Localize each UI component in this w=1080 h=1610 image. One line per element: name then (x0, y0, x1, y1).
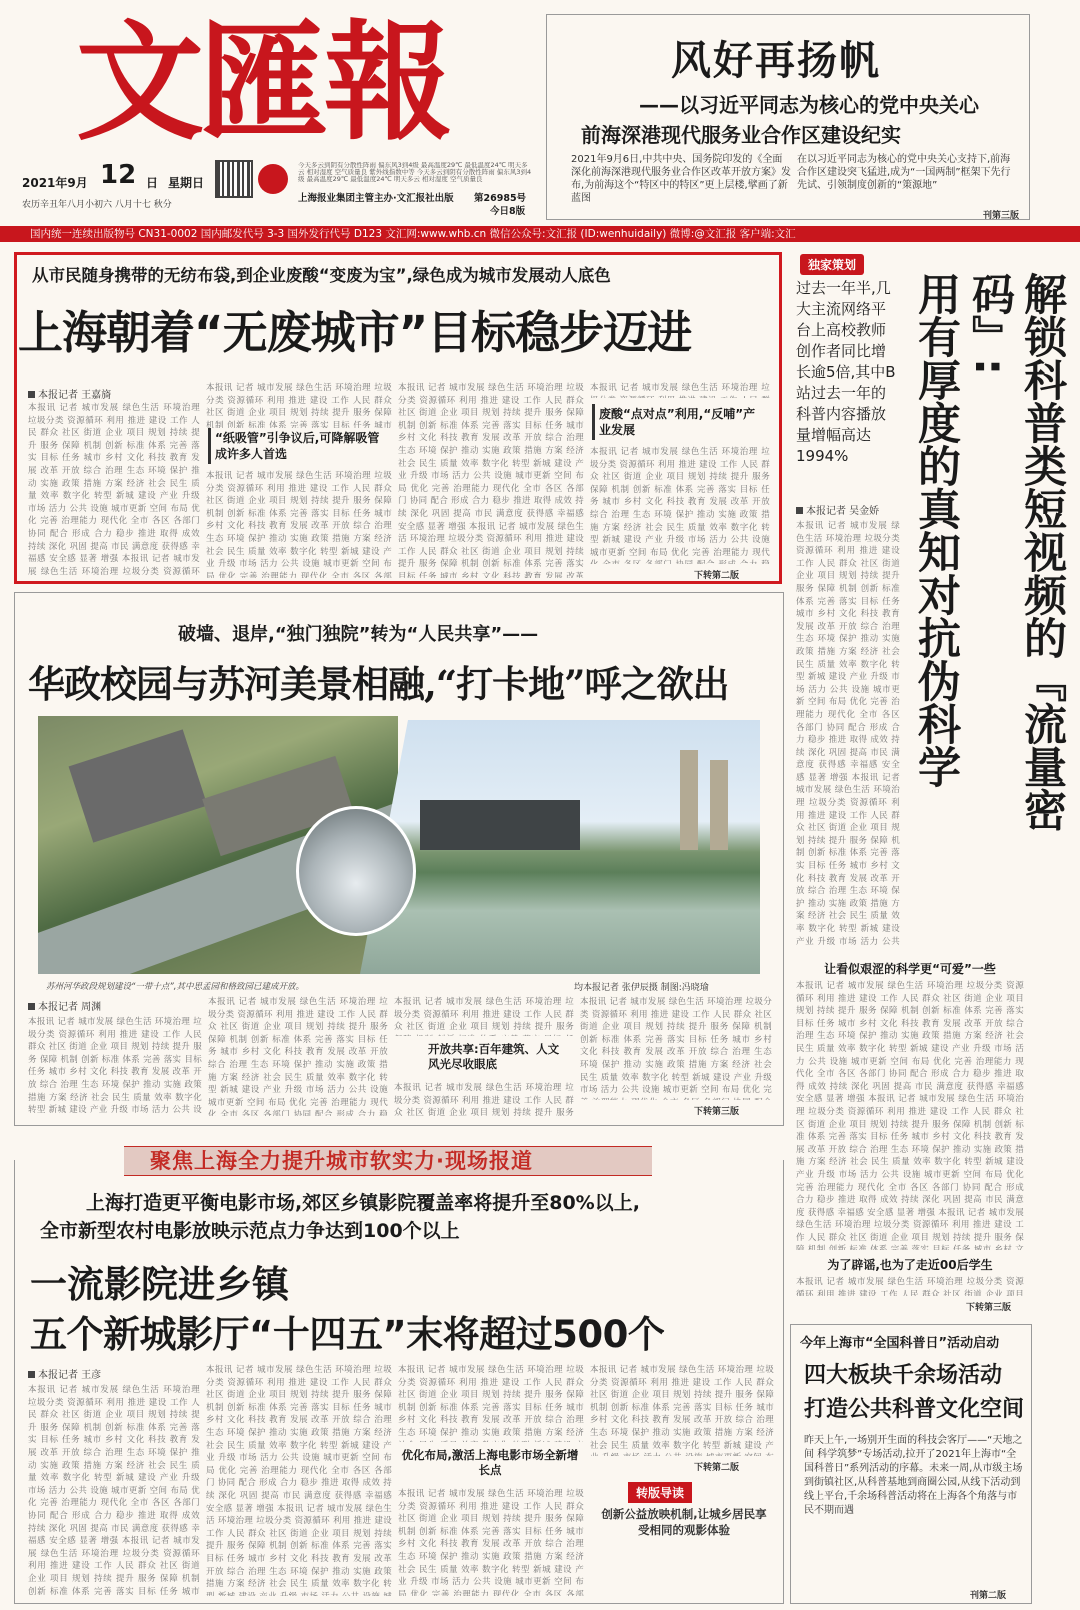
second-body-col2 (208, 996, 388, 1116)
cinema-body-col1 (28, 1384, 200, 1596)
column-body-2 (796, 980, 1024, 1250)
top-right-summary-right: 在以习近平同志为核心的党中央关心支持下,前海合作区建设突飞猛进,成为“一国两制”框架下先行先试、引领制度创新的“策源地” (797, 154, 1011, 191)
date-year-month: 2021年9月 (22, 176, 88, 190)
science-day-headline1: 四大板块千余场活动 (804, 1363, 1003, 1388)
byline-square-icon (28, 1371, 35, 1378)
lead-subhead2: 废酸“点对点”利用,“反哺”产业发展 (592, 404, 768, 440)
column-headline-a: 解锁科普类短视频的『流量密码』: (965, 272, 1067, 831)
date-day: 12 (100, 160, 137, 190)
top-right-turn: 刊第三版 (982, 211, 1019, 221)
page-count: 今日8版 (490, 206, 526, 217)
river-photo (360, 720, 760, 974)
cinema-deck2: 全市新型农村电影放映示范点力争达到100个以上 (40, 1220, 460, 1242)
second-body-col3b (394, 1082, 574, 1116)
column-byline (796, 502, 879, 517)
byline-square-icon (28, 1003, 35, 1010)
column-tag: 独家策划 (800, 254, 864, 275)
lead-body-col4a (590, 382, 770, 398)
bridge-inset (296, 806, 416, 936)
byline-square-icon (796, 507, 803, 514)
cinema-byline (28, 1366, 101, 1381)
second-byline-text: 本报记者 周渊 (38, 1002, 102, 1013)
second-turn: 下转第三版 (694, 1107, 740, 1117)
lead-body-col2 (206, 382, 392, 428)
top-right-headline: 风好再扬帆 (671, 37, 881, 84)
top-right-subline1: ——以习近平同志为核心的党中央关心 (639, 93, 979, 117)
cinema-tag: 转版导读 (628, 1482, 692, 1503)
top-right-subline2: 前海深港现代服务业合作区建设纪实 (581, 123, 901, 147)
info-bar-text: 国内统一连续出版物号 CN31-0002 国内邮发代号 3-3 国外发行代号 D123 文汇网:www.whb.cn 微信公众号:文汇报 (ID:wenhuidaily) 微博:@文汇报 客户端:文汇 (30, 228, 796, 240)
cinema-headline1: 一流影院进乡镇 (30, 1263, 289, 1306)
weather-info: 今天多云到阴有分散性阵雨 偏东风3到4级 最高温度29℃ 最低温度24℃ 明天多云 相对湿度 空气质量良 紫外线指数中等 今天多云到阴有分散性阵雨 偏东风3到4级 最高温度29℃ 最低温度24℃ 明天多云 相对湿度 空气质量良 (298, 162, 532, 183)
banner-text: 聚焦上海全力提升城市软实力·现场报道 (150, 1149, 533, 1173)
photo-credit: 均本报记者 张伊辰摄 制图:冯晓瑜 (574, 983, 709, 993)
lead-body-col2b (206, 470, 392, 578)
science-day-kicker: 今年上海市“全国科普日”活动启动 (800, 1336, 1000, 1351)
second-headline: 华政校园与苏河美景相融,“打卡地”呼之欲出 (28, 662, 729, 706)
second-subhead: 开放共享:百年建筑、人文风光尽收眼底 (398, 1042, 568, 1072)
cinema-deck1: 上海打造更平衡电影市场,郊区乡镇影院覆盖率将提升至80%以上, (86, 1192, 640, 1214)
lead-headline: 上海朝着“无废城市”目标稳步迈进 (18, 306, 692, 359)
science-day-headline2: 打造公共科普文化空间 (804, 1397, 1025, 1422)
cinema-body-col2 (206, 1364, 392, 1596)
cinema-turn: 下转第二版 (694, 1463, 740, 1473)
second-body-col1 (28, 1016, 202, 1116)
lead-body-col1 (28, 402, 200, 578)
column-body-1 (796, 520, 900, 946)
second-body-col4 (580, 996, 772, 1100)
cinema-headline2: 五个新城影厅“十四五”末将超过500个 (30, 1313, 665, 1356)
cinema-byline-text: 本报记者 王彦 (38, 1370, 102, 1381)
top-right-story (546, 14, 1030, 220)
column-byline-text: 本报记者 吴金娇 (806, 506, 880, 517)
cinema-body-col3a (398, 1364, 584, 1442)
lead-byline (28, 386, 111, 401)
cinema-subhead: 优化布局,激活上海电影市场全新增长点 (401, 1448, 579, 1477)
lead-body-col4b (590, 446, 770, 564)
top-right-summary-left: 2021年9月6日,中共中央、国务院印发的《全面深化前海深港现代服务业合作区改革开放方案》发布,为前海这个“特区中的特区”更上层楼,擘画了新蓝图 (571, 154, 791, 204)
date-day-suffix: 日 (146, 176, 159, 190)
second-kicker: 破墙、退岸,“独门独院”转为“人民共享”—— (178, 624, 539, 645)
science-day-body: 昨天上午,一场别开生面的科技会客厅——“天地之间 科学筑梦”专场活动,拉开了2021年上海市“全国科普日”系列活动的序幕。未来一周,从市级主场到街镇社区,从科普基地到商圈公园,从线下活动到线上平台,千余场科普活动将在上海各个角落与市民不期而遇 (804, 1435, 1023, 1516)
emblem-icon (258, 164, 288, 194)
qr-code-icon (215, 160, 253, 198)
second-byline (28, 998, 101, 1013)
cinema-body-col4 (590, 1364, 774, 1456)
column-lead-text: 过去一年半,几大主流网络平台上高校教师创作者同比增长逾5倍,其中B站过去一年的科普内容播放量增幅高达1994% (796, 279, 896, 465)
lead-turn: 下转第二版 (694, 571, 740, 581)
column-body-3 (796, 1276, 1024, 1296)
publisher: 上海报业集团主管主办·文汇报社出版 (298, 193, 454, 204)
lunar-date: 农历辛丑年八月小初六 八月十七 秋分 (22, 200, 172, 210)
cinema-tag-text: 创新公益放映机制,让城乡居民享受相同的观影体验 (601, 1507, 767, 1537)
column-turn: 下转第三版 (966, 1303, 1012, 1313)
date-weekday: 星期日 (168, 176, 205, 190)
masthead-title: 文匯報 (76, 8, 449, 158)
masthead (0, 0, 540, 220)
lead-byline-text: 本报记者 王嘉旖 (38, 390, 112, 401)
lead-kicker: 从市民随身携带的无纺布袋,到企业废酸“变废为宝”,绿色成为城市发展动人底色 (32, 266, 611, 285)
column-headline-b: 用有厚度的真知对抗伪科学 (911, 272, 961, 788)
byline-square-icon (28, 391, 35, 398)
photo-caption: 苏州河华政段规划建设“一带十点”,其中思孟园和格致园已建成开放。 (46, 982, 305, 992)
lead-body-col3 (398, 382, 584, 578)
issue-number: 第26985号 (474, 193, 527, 204)
science-day-turn: 刊第二版 (970, 1591, 1007, 1601)
lead-subhead1: “纸吸管”引争议后,可降解吸管成许多人首选 (208, 428, 388, 464)
column-subhead2: 为了辟谣,也为了走近00后学生 (800, 1256, 1020, 1273)
second-body-col3a (394, 996, 574, 1036)
cinema-body-col3b (398, 1488, 584, 1596)
column-subhead1: 让看似艰涩的科学更“可爱”一些 (800, 960, 1020, 977)
